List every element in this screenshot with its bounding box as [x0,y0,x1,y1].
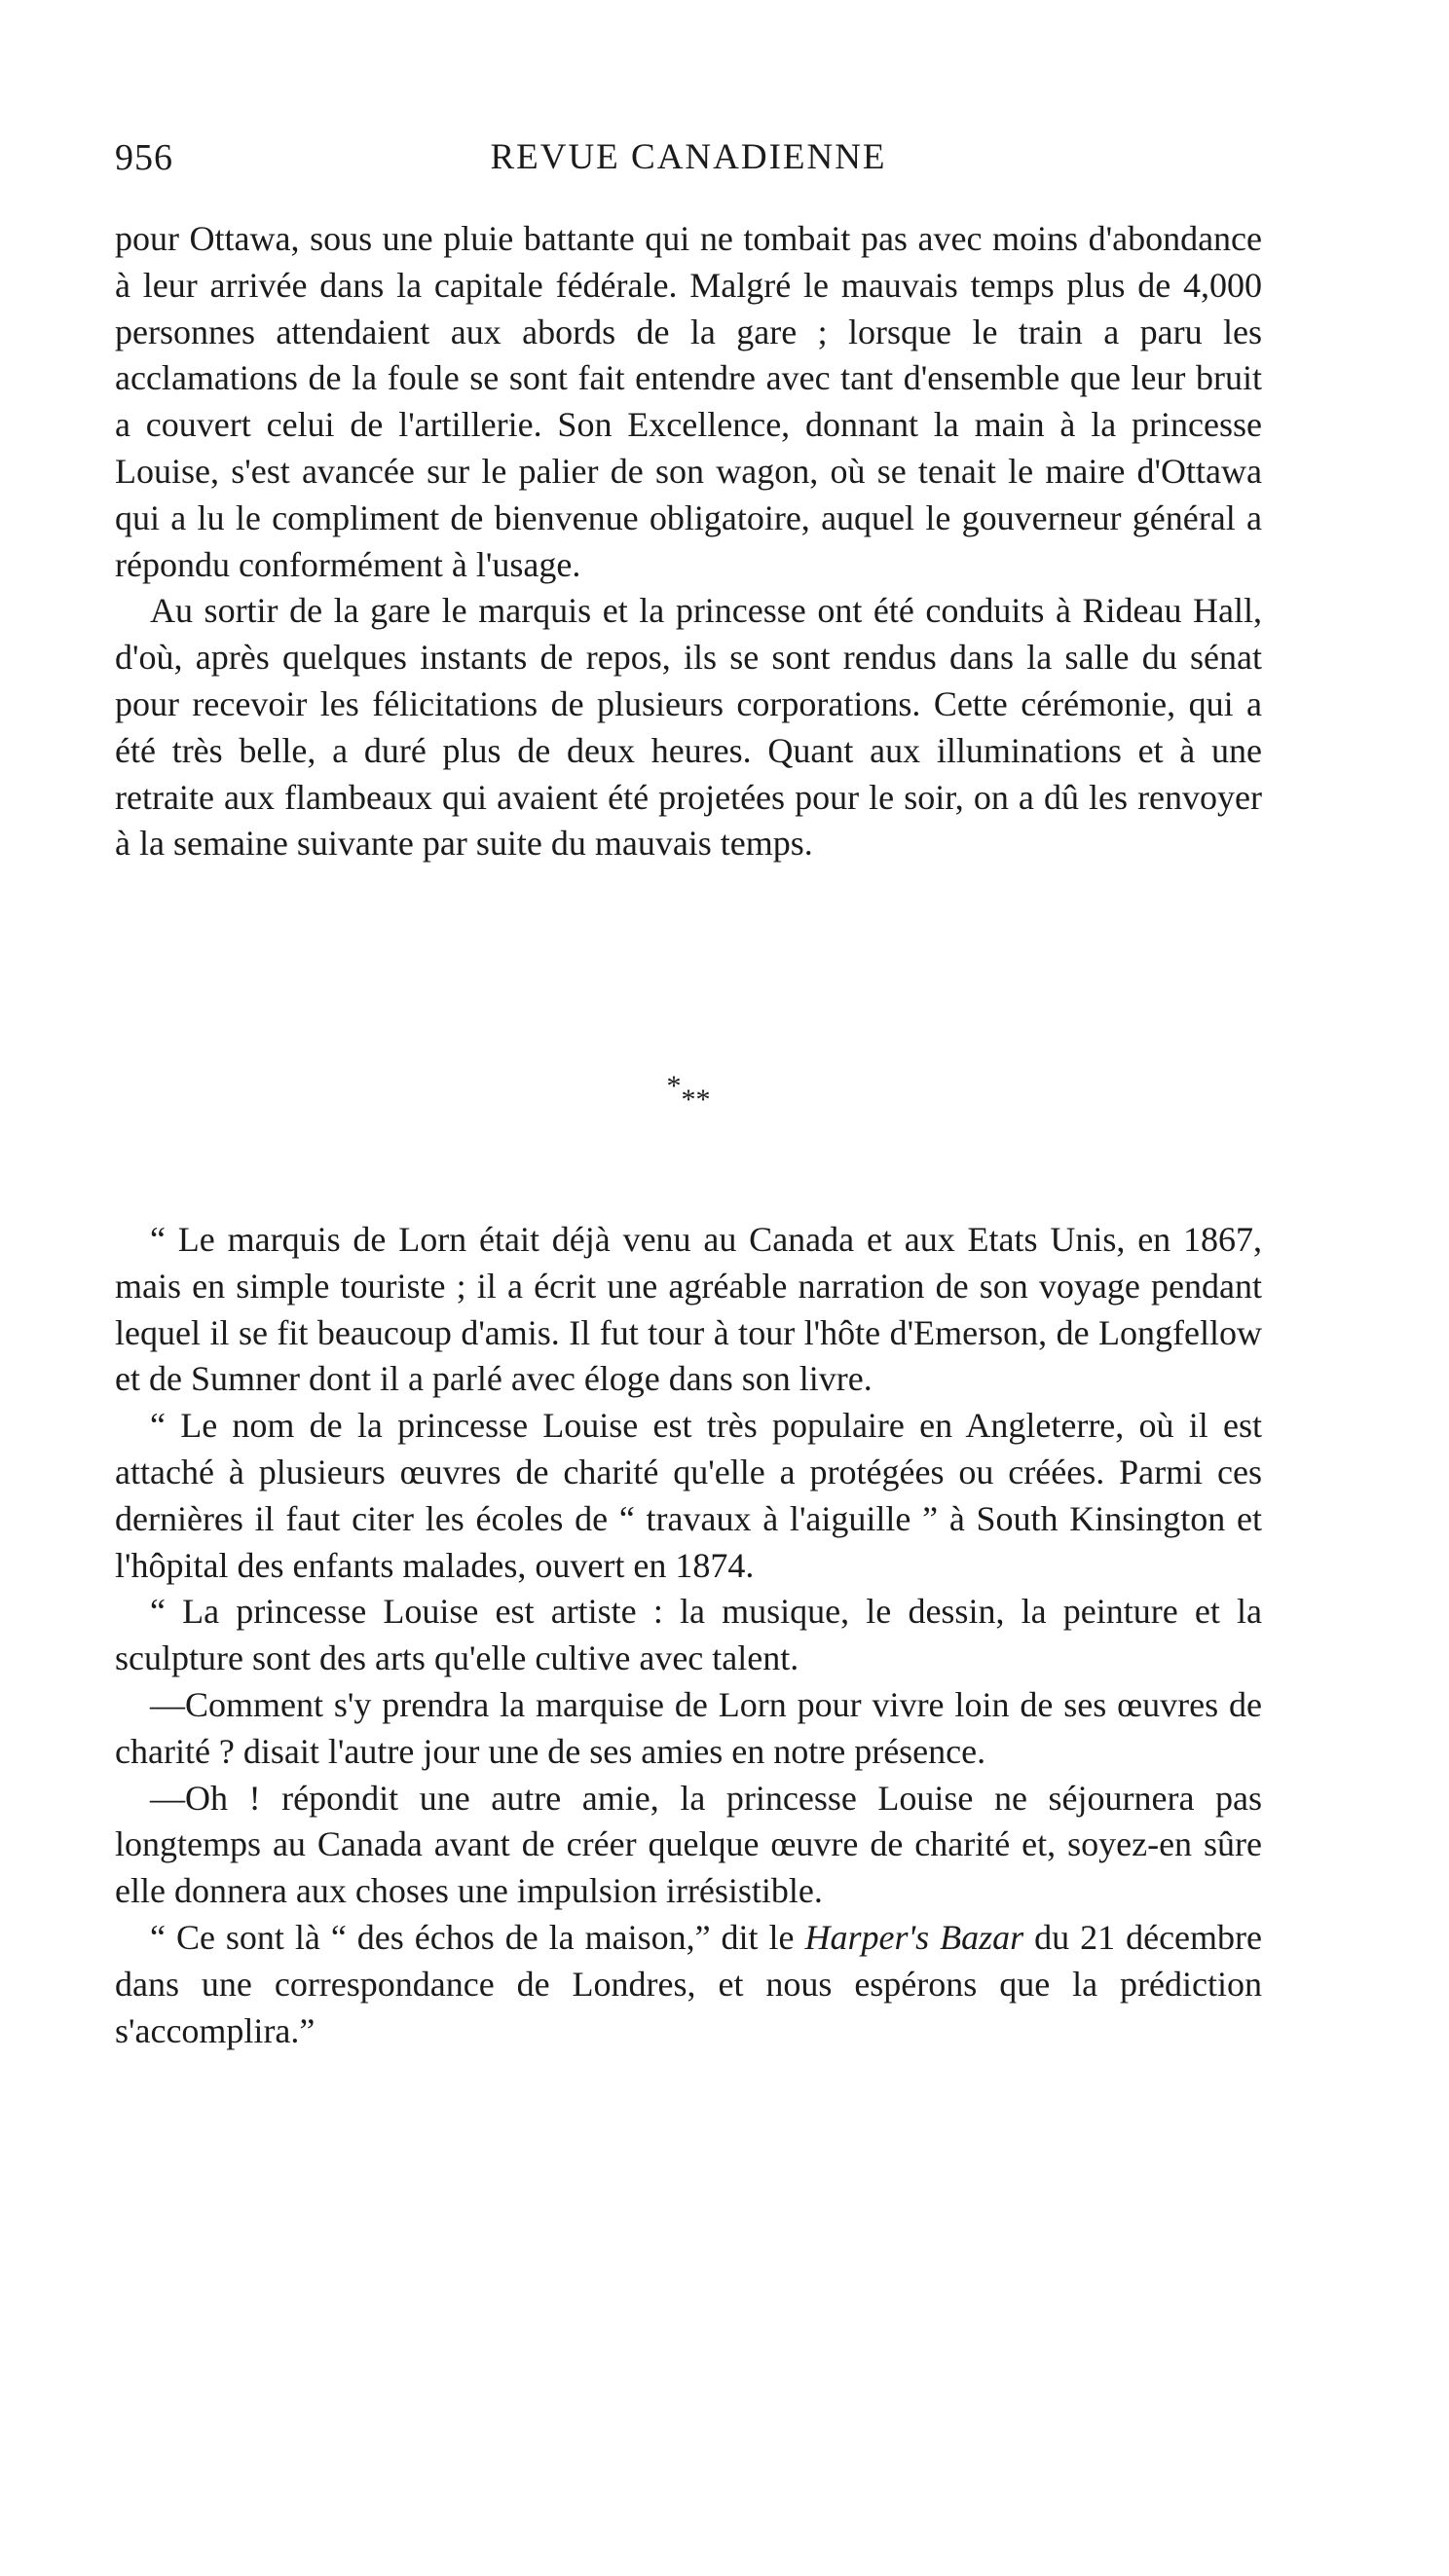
running-head [115,136,1262,185]
closing-quote-text: du 21 décembre dans une correspondance de Londres, et nous espérons que la prédiction s'accomplira.” [115,1917,1262,2050]
asterism-bottom-stars: ** [681,1084,711,1116]
paragraph: “ Le nom de la princesse Louise est très populaire en Angleterre, où il est attaché à plusieurs œuvres de charité qu'elle a protégées ou créées. Parmi ces dernières il faut citer les écoles de “ travaux à l'aiguille ” à South Kinsington et l'hôpital des enfants malades, ouvert en 1874. [115,1406,1262,1585]
paragraph: —Oh ! répondit une autre amie, la princesse Louise ne séjournera pas longtemps au Canada avant de créer quelque œuvre de charité et, soyez-en sûre elle donnera aux choses une impulsion irrésistible. [115,1778,1262,1911]
text-section-marquis-de-lorn [115,1217,1262,2054]
paragraph: Au sortir de la gare le marquis et la princesse ont été conduits à Rideau Hall, d'où, après quelques instants de repos, ils se sont rendus dans la salle du sénat pour recevoir les félicitations de plusieurs corporations. Cette cérémonie, qui a été très belle, a duré plus de deux heures. Quant aux illuminations et à une retraite aux flambeaux qui avaient été projetées pour le soir, on a dû les renvoyer à la semaine suivante par suite du mauvais temps. [115,591,1262,864]
asterism-top-star: * [666,1070,682,1102]
text-section-ottawa-arrival [115,216,1262,867]
paragraph: “ La princesse Louise est artiste : la musique, le dessin, la peinture et la sculpture sont des arts qu'elle cultive avec talent. [115,1592,1262,1678]
journal-title: REVUE CANADIENNE [490,137,887,177]
periodical-title: Harper's Bazar [804,1917,1024,1957]
asterism-separator [115,1071,1262,1129]
paragraph: “ Le marquis de Lorn était déjà venu au Canada et aux Etats Unis, en 1867, mais en simple touriste ; il a écrit une agréable narration de son voyage pendant lequel il se fit beaucoup d'amis. Il fut tour à tour l'hôte d'Emerson, de Longfellow et de Sumner dont il a parlé avec éloge dans son livre. [115,1220,1262,1399]
closing-quote-text: “ Ce sont là “ des échos de la maison,” dit le [150,1917,805,1957]
paragraph: —Comment s'y prendra la marquise de Lorn pour vivre loin de ses œuvres de charité ? disait l'autre jour une de ses amies en notre présence. [115,1684,1262,1771]
page-number: 956 [115,137,173,178]
paragraph-closing-quote [115,1915,1262,2054]
paragraph: pour Ottawa, sous une pluie battante qui ne tombait pas avec moins d'abondance à leur arrivée dans la capitale fédérale. Malgré le mauvais temps plus de 4,000 personnes attendaient aux abords de la gare ; lorsque le train a paru les acclamations de la foule se sont fait entendre avec tant d'ensemble que leur bruit a couvert celui de l'artillerie. Son Excellence, donnant la main à la princesse Louise, s'est avancée sur le palier de son wagon, où se tenait le maire d'Ottawa qui a lu le compliment de bienvenue obligatoire, auquel le gouverneur général a répondu conformément à l'usage. [115,219,1262,584]
